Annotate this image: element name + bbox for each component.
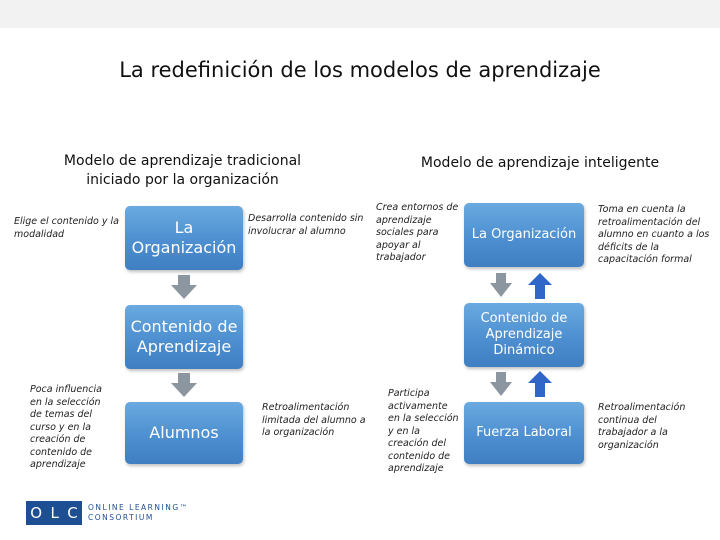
left-heading-line2: iniciado por la organización — [86, 172, 279, 188]
right-box-contenido-dinamico — [464, 303, 584, 367]
right-arrow-up-1 — [528, 273, 552, 299]
left-note-bottom-left: Poca influencia en la selección de temas del curso y en la creación de contenido de aprendizaje — [30, 384, 102, 470]
right-note-top-right: Toma en cuenta la retroalimentación del alumno en cuanto a los déficits de la capacitación formal — [598, 204, 710, 265]
olc-logo-mark — [26, 501, 82, 525]
left-heading-line1: Modelo de aprendizaje tradicional — [63, 153, 302, 169]
right-note-bottom-right: Retroalimentación continua del trabajador a la organización — [598, 402, 686, 451]
left-box-alumnos-label: Alumnos — [149, 423, 219, 442]
left-note-top-left: Elige el contenido y la modalidad — [14, 216, 119, 240]
right-note-top-left: Crea entornos de aprendizaje sociales para apoyar al trabajador — [376, 202, 459, 263]
right-box-organizacion — [464, 203, 584, 267]
right-box-fuerza-laboral-label: Fuerza Laboral — [476, 425, 572, 440]
right-arrow-up-2 — [528, 371, 552, 397]
right-note-bottom-left: Participa activamente en la selección y en la creación del contenido de aprendizaje — [388, 388, 459, 474]
olc-logo-mark-l: L — [50, 504, 59, 522]
left-note-bottom-right: Retroalimentación limitada del alumno a la organización — [262, 402, 366, 438]
left-box-organizacion — [125, 206, 243, 270]
left-box-contenido — [125, 305, 243, 369]
top-bar — [0, 0, 720, 28]
right-arrow-down-2 — [490, 372, 512, 396]
left-note-top-right: Desarrolla contenido sin involucrar al alumno — [248, 213, 364, 237]
right-heading: Modelo de aprendizaje inteligente — [420, 155, 660, 171]
olc-logo-line2: CONSORTIUM — [88, 513, 154, 522]
left-arrow-down-2 — [171, 373, 197, 397]
right-arrow-down-1 — [490, 273, 512, 297]
left-heading — [40, 152, 325, 190]
left-arrow-down-1 — [171, 275, 197, 299]
slide-title: La redefinición de los modelos de aprendizaje — [119, 58, 601, 82]
left-box-contenido-label: Contenido de Aprendizaje — [130, 317, 238, 356]
right-box-organizacion-label: La Organización — [471, 227, 577, 242]
olc-logo — [26, 501, 189, 525]
right-box-contenido-dinamico-label: Contenido de Aprendizaje Dinámico — [480, 311, 568, 358]
left-box-organizacion-label: La Organización — [131, 218, 237, 257]
olc-logo-mark-o: O — [30, 504, 43, 522]
right-box-fuerza-laboral — [464, 402, 584, 464]
olc-logo-text — [88, 503, 189, 523]
olc-logo-line1: ONLINE LEARNING™ — [88, 503, 189, 512]
olc-logo-mark-c: C — [67, 504, 78, 522]
left-box-alumnos — [125, 402, 243, 464]
